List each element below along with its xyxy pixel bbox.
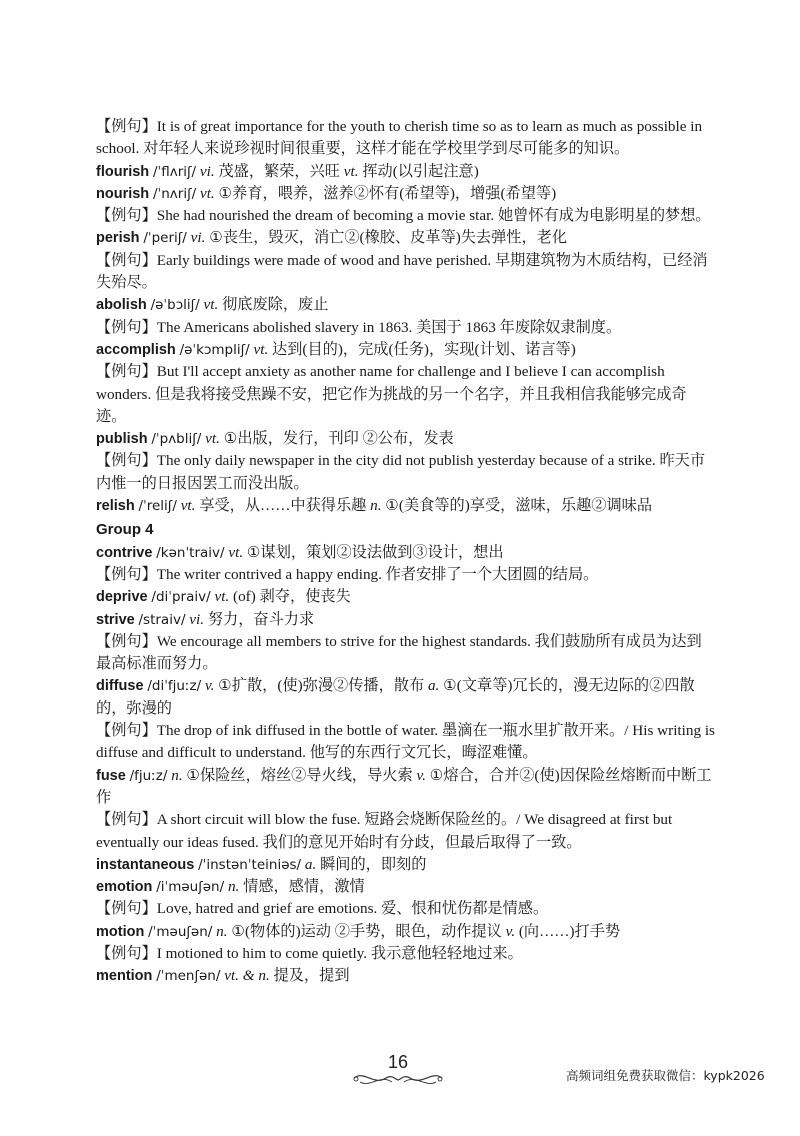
example-sentence bbox=[96, 943, 716, 965]
pronunciation: /əˈbɔliʃ/ bbox=[150, 297, 200, 314]
headword: contrive bbox=[96, 544, 153, 561]
example-sentence bbox=[96, 898, 716, 920]
definition: ①出版，发行，刊印 ②公布，发表 bbox=[223, 430, 454, 448]
dictionary-entry bbox=[96, 675, 716, 720]
definition: 努力，奋斗力求 bbox=[207, 610, 315, 628]
line-text: 【例句】The drop of ink diffused in the bottle of water. 墨滴在一瓶水里扩散开来。/ His writing is diffuse and difficult to understand. 他写的东西行文冗长，晦涩难懂。 bbox=[96, 722, 715, 762]
headword: abolish bbox=[96, 297, 147, 314]
definition: ①丧生，毁灭，消亡②(橡胶、皮革等)失去弹性，老化 bbox=[209, 229, 568, 247]
part-of-speech: vt. bbox=[228, 543, 244, 561]
line-text: 【例句】Early buildings were made of wood and have perished. 早期建筑物为木质结构，已经消失殆尽。 bbox=[96, 251, 708, 292]
part-of-speech: vt. bbox=[180, 497, 196, 515]
dictionary-entry bbox=[96, 428, 716, 450]
dictionary-entry bbox=[96, 495, 716, 517]
dictionary-entry bbox=[96, 609, 716, 631]
definition: 瞬间的，即刻的 bbox=[320, 855, 427, 873]
definition: 达到(目的)，完成(任务)，实现(计划、诺言等) bbox=[272, 340, 576, 358]
definition: ①养育，喂养，滋养②怀有(希望等)，增强(希望等) bbox=[218, 184, 557, 202]
part-of-speech: vi. bbox=[190, 229, 206, 247]
dictionary-entry bbox=[96, 876, 716, 898]
headword: relish bbox=[96, 498, 135, 515]
example-sentence bbox=[96, 564, 716, 586]
dictionary-entry bbox=[96, 294, 716, 316]
part-of-speech: vi. bbox=[189, 610, 205, 628]
group-heading bbox=[96, 519, 716, 541]
definition: 挥动(以引起注意) bbox=[362, 162, 479, 180]
page-number-ornament bbox=[350, 1052, 446, 1088]
dictionary-entry bbox=[96, 765, 716, 810]
pronunciation: /iˈməuʃən/ bbox=[156, 879, 225, 896]
dictionary-entry bbox=[96, 586, 716, 608]
headword: perish bbox=[96, 230, 140, 247]
line-text: 【例句】The writer contrived a happy ending. 作者安排了一个大团圆的结局。 bbox=[96, 565, 599, 583]
pronunciation: /ˈmenʃən/ bbox=[156, 968, 221, 985]
dictionary-entry bbox=[96, 921, 716, 943]
definition: 彻底废除，废止 bbox=[222, 296, 329, 314]
example-sentence bbox=[96, 631, 716, 676]
example-sentence bbox=[96, 361, 716, 428]
part-of-speech: vi. bbox=[199, 162, 215, 180]
example-sentence bbox=[96, 317, 716, 339]
line-text: 【例句】The only daily newspaper in the city did not publish yesterday because of a strike. 昨天市内惟一的日报因罢工而没出版。 bbox=[96, 452, 706, 492]
part-of-speech: vt. bbox=[214, 588, 230, 606]
part-of-speech: a. bbox=[304, 855, 317, 873]
part-of-speech: vt. bbox=[199, 184, 215, 202]
headword: mention bbox=[96, 968, 153, 985]
line-text: 【例句】She had nourished the dream of becoming a movie star. 她曾怀有成为电影明星的梦想。 bbox=[96, 207, 711, 225]
headword: publish bbox=[96, 431, 148, 448]
pronunciation: /kənˈtraiv/ bbox=[156, 544, 225, 561]
pronunciation: /ˈflʌriʃ/ bbox=[152, 163, 197, 180]
example-sentence bbox=[96, 809, 716, 854]
definition: 提及，提到 bbox=[273, 967, 350, 985]
part-of-speech: vt. bbox=[343, 162, 359, 180]
definition: (向……)打手势 bbox=[518, 922, 621, 940]
dictionary-entry bbox=[96, 854, 716, 876]
example-sentence bbox=[96, 450, 716, 495]
page-number: 16 bbox=[387, 1052, 409, 1072]
line-text: 【例句】We encourage all members to strive for the highest standards. 我们鼓励所有成员为达到最高标准而努力。 bbox=[96, 632, 702, 673]
example-sentence bbox=[96, 250, 716, 295]
dictionary-entry bbox=[96, 339, 716, 361]
headword: fuse bbox=[96, 767, 126, 784]
headword: accomplish bbox=[96, 341, 176, 358]
line-text: 【例句】A short circuit will blow the fuse. 短路会烧断保险丝的。/ We disagreed at first but eventually our ideas fused. 我们的意见开始时有分歧，但最后取得了一致。 bbox=[96, 811, 673, 851]
part-of-speech: vt. bbox=[205, 430, 220, 448]
pronunciation: /diˈpraiv/ bbox=[151, 589, 211, 606]
definition: ①(文章等)冗长的，漫无边际的②四散的，弥漫的 bbox=[96, 677, 695, 717]
part-of-speech: v. bbox=[505, 922, 516, 940]
dictionary-entry bbox=[96, 183, 716, 205]
part-of-speech: vt. bbox=[253, 340, 269, 358]
pronunciation: /fjuːz/ bbox=[129, 767, 168, 784]
headword: strive bbox=[96, 611, 135, 628]
line-text: 【例句】It is of great importance for the youth to cherish time so as to learn as much as possible in school. 对年轻人来说珍视时间很重要，这样才能在学校里学到尽可能多的知识。 bbox=[96, 118, 703, 158]
headword: diffuse bbox=[96, 678, 144, 695]
pronunciation: /ˈməuʃən/ bbox=[148, 923, 213, 940]
part-of-speech: n. bbox=[216, 922, 228, 940]
definition: (of) 剥夺，使丧失 bbox=[233, 588, 351, 606]
headword: emotion bbox=[96, 879, 153, 896]
dictionary-entry bbox=[96, 542, 716, 564]
line-text: 【例句】I motioned to him to come quietly. 我示意他轻轻地过来。 bbox=[96, 944, 523, 962]
group-title: Group 4 bbox=[96, 521, 154, 539]
definition: ①保险丝，熔丝②导火线，导火索 bbox=[186, 766, 413, 784]
example-sentence bbox=[96, 720, 716, 765]
footer-note: 高频词组免费获取微信：kypk2026 bbox=[566, 1068, 765, 1083]
definition: 茂盛，繁荣，兴旺 bbox=[218, 162, 340, 180]
part-of-speech: vt. bbox=[203, 296, 219, 314]
example-sentence bbox=[96, 205, 716, 227]
pronunciation: /ˈnʌriʃ/ bbox=[152, 185, 197, 202]
headword: nourish bbox=[96, 185, 150, 202]
pronunciation: /əˈkɔmpliʃ/ bbox=[179, 341, 250, 358]
definition: ①谋划，策划②设法做到③设计，想出 bbox=[246, 543, 504, 561]
part-of-speech: n. bbox=[370, 497, 382, 515]
part-of-speech: v. bbox=[416, 766, 426, 784]
dictionary-entry bbox=[96, 161, 716, 183]
line-text: 【例句】But I'll accept anxiety as another name for challenge and I believe I can accomplish wonders. 但是我将接受焦躁不安，把它作为挑战的另一个名字，并且我相信我能够完成奇迹。 bbox=[96, 363, 687, 425]
definition: 情感，感情，激情 bbox=[243, 878, 365, 896]
example-sentence bbox=[96, 116, 716, 161]
definition: ①(美食等的)享受，滋味，乐趣②调味品 bbox=[385, 497, 653, 515]
dictionary-entry bbox=[96, 965, 716, 987]
pronunciation: /ˈpʌbliʃ/ bbox=[151, 431, 202, 448]
line-text: 【例句】Love, hatred and grief are emotions. 爱、恨和忧伤都是情感。 bbox=[96, 900, 549, 918]
part-of-speech: n. bbox=[171, 766, 183, 784]
pronunciation: /straiv/ bbox=[138, 611, 186, 628]
page-body bbox=[96, 116, 716, 988]
pronunciation: /ˈinstənˈteiniəs/ bbox=[198, 856, 302, 873]
pronunciation: /ˈperiʃ/ bbox=[143, 230, 187, 247]
pronunciation: /diˈfjuːz/ bbox=[147, 678, 202, 695]
part-of-speech: a. bbox=[427, 677, 440, 695]
headword: motion bbox=[96, 923, 145, 940]
headword: instantaneous bbox=[96, 856, 195, 873]
part-of-speech: vt. & n. bbox=[224, 967, 270, 985]
dictionary-entry bbox=[96, 227, 716, 249]
line-text: 【例句】The Americans abolished slavery in 1863. 美国于 1863 年废除奴隶制度。 bbox=[96, 318, 622, 336]
definition: 享受，从……中获得乐趣 bbox=[199, 497, 367, 515]
definition: ①熔合，合并②(使)因保险丝熔断而中断工作 bbox=[96, 766, 712, 806]
pronunciation: /ˈreliʃ/ bbox=[138, 498, 177, 515]
part-of-speech: n. bbox=[227, 878, 240, 896]
headword: deprive bbox=[96, 589, 148, 606]
headword: flourish bbox=[96, 163, 150, 180]
definition: ①(物体的)运动 ②手势，眼色，动作提议 bbox=[231, 922, 502, 940]
part-of-speech: v. bbox=[204, 677, 215, 695]
definition: ①扩散，(使)弥漫②传播，散布 bbox=[218, 677, 425, 695]
